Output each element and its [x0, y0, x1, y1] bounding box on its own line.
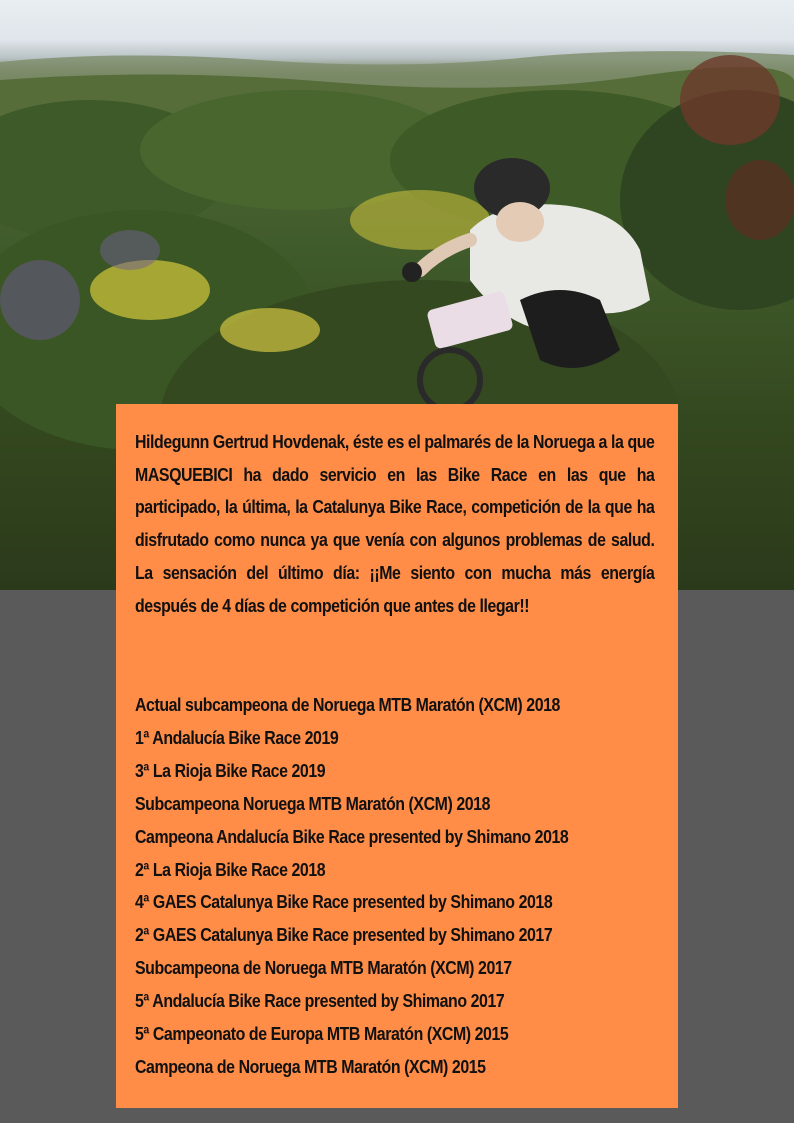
palmares-item: Subcampeona de Noruega MTB Maratón (XCM) 2017	[135, 957, 512, 979]
palmares-item: Actual subcampeona de Noruega MTB Maratón (XCM) 2018	[135, 694, 560, 715]
palmares-item: 2ª La Rioja Bike Race 2018	[135, 858, 326, 880]
palmares-list	[135, 689, 639, 1084]
palmares-item: Subcampeona Noruega MTB Maratón (XCM) 2018	[135, 792, 491, 814]
palmares-panel	[116, 404, 678, 1108]
palmares-item: Campeona Andalucía Bike Race presented by Shimano 2018	[135, 825, 569, 847]
palmares-item: 2ª GAES Catalunya Bike Race presented by Shimano 2017	[135, 924, 553, 946]
intro-paragraph: Hildegunn Gertrud Hovdenak, éste es el palmarés de la Noruega a la que MASQUEBICI ha dado servicio en las Bike Race en las que ha participado, la última, la Catalunya Bike Race, competición de la que ha disfrutado como nunca ya que venía con algunos problemas de salud. La sensación del último día: ¡¡Me siento con mucha más energía después de 4 días de competición que antes de llegar!!	[135, 431, 655, 616]
palmares-item: Campeona de Noruega MTB Maratón (XCM) 2015	[135, 1055, 486, 1077]
palmares-item: 5ª Campeonato de Europa MTB Maratón (XCM) 2015	[135, 1023, 509, 1045]
palmares-item: 4ª GAES Catalunya Bike Race presented by Shimano 2018	[135, 891, 553, 913]
palmares-item: 3ª La Rioja Bike Race 2019	[135, 759, 326, 781]
palmares-item: 1ª Andalucía Bike Race 2019	[135, 726, 339, 748]
palmares-item: 5ª Andalucía Bike Race presented by Shimano 2017	[135, 990, 505, 1012]
